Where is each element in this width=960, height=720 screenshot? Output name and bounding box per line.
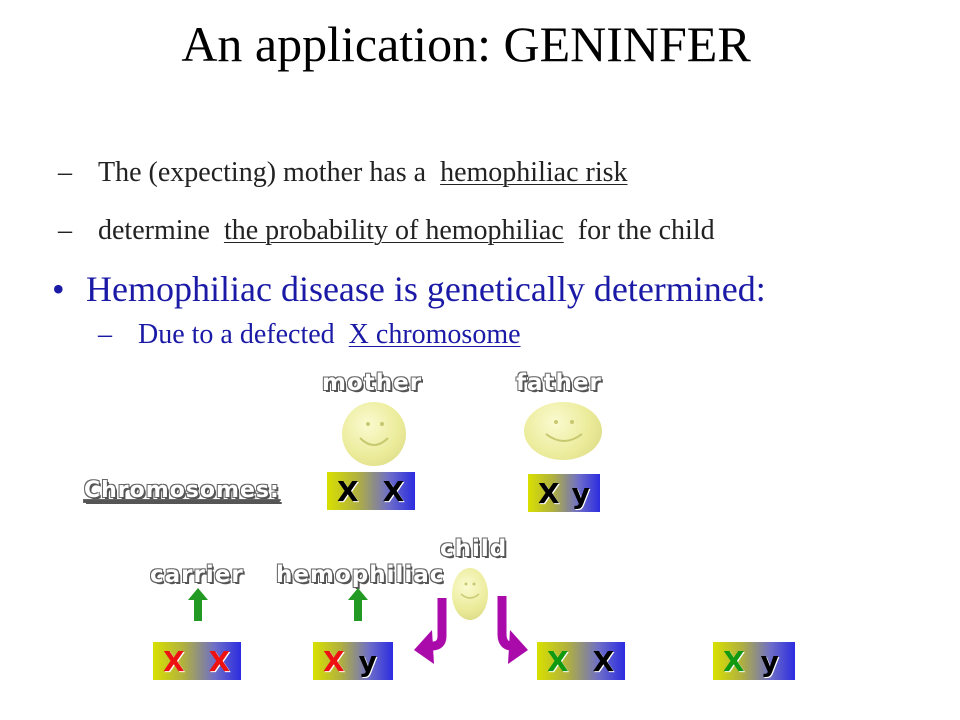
chromosomes-label: Chromosomes: bbox=[84, 478, 280, 503]
father-chromosome-1: X bbox=[538, 476, 560, 510]
bullet-dot: • bbox=[52, 269, 65, 309]
x-chromosome-link: X chromosome bbox=[348, 319, 521, 350]
outcome-4-chromosome-2: y bbox=[760, 644, 779, 678]
title-text: An application: GENINFER bbox=[181, 16, 751, 72]
right-curved-arrow-icon bbox=[502, 596, 528, 664]
dash-marker: – bbox=[58, 157, 72, 188]
left-curved-arrow-icon bbox=[414, 598, 442, 664]
child-label: child bbox=[440, 536, 508, 562]
dash-marker: – bbox=[98, 319, 112, 350]
context-line-1-prefix: The (expecting) mother has a bbox=[98, 157, 427, 188]
hemophiliac-label: hemophiliac bbox=[276, 562, 445, 588]
context-line-2-prefix: determine bbox=[98, 215, 210, 246]
mother-label: mother bbox=[322, 370, 423, 396]
outcome-1-chromosome-2: X bbox=[208, 644, 231, 678]
outcome-1-chromosome-1: X bbox=[163, 644, 185, 678]
probability-link: the probability of hemophiliac bbox=[223, 215, 564, 246]
outcome-box-healthy-male bbox=[713, 642, 795, 680]
hemophiliac-risk-link: hemophiliac risk bbox=[440, 157, 628, 188]
carrier-label: carrier bbox=[150, 562, 244, 588]
bullet-sub-prefix: Due to a defected bbox=[138, 319, 335, 350]
carrier-arrow-icon bbox=[188, 588, 208, 621]
outcome-4-chromosome-1: X bbox=[723, 644, 745, 678]
dash-marker: – bbox=[58, 215, 72, 246]
bullet-text: Hemophiliac disease is genetically determined: bbox=[86, 269, 766, 309]
context-line-2-suffix: for the child bbox=[577, 215, 715, 246]
father-label: father bbox=[516, 370, 602, 396]
mother-chromosome-1: X bbox=[337, 474, 359, 508]
mother-chromosome-2: X bbox=[382, 474, 405, 508]
outcome-box-carrier bbox=[153, 642, 241, 680]
outcome-box-hemophiliac bbox=[313, 642, 393, 680]
outcome-3-chromosome-1: X bbox=[547, 644, 569, 678]
outcome-3-chromosome-2: X bbox=[592, 644, 615, 678]
hemophiliac-arrow-icon bbox=[348, 588, 368, 621]
outcome-2-chromosome-2: y bbox=[358, 644, 377, 678]
outcome-box-healthy-female bbox=[537, 642, 625, 680]
outcome-2-chromosome-1: X bbox=[323, 644, 345, 678]
father-chromosome-2: y bbox=[571, 476, 590, 510]
